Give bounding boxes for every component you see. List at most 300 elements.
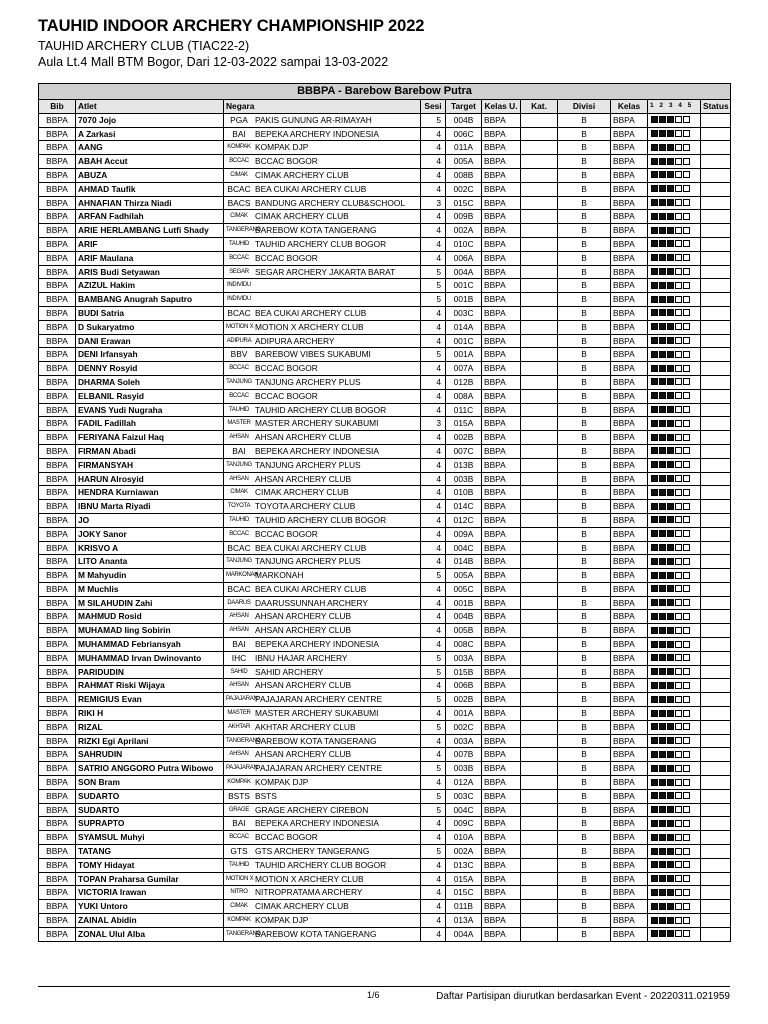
cell-kelas-u: BBPA [482,141,521,155]
cell-sesi: 4 [421,141,446,155]
cell-kelas-u: BBPA [482,389,521,403]
cell-day-boxes [648,541,701,555]
cell-kelas-u: BBPA [482,320,521,334]
cell-kelas-u: BBPA [482,900,521,914]
table-row [39,707,731,721]
day-box-filled [667,475,674,482]
cell-atlet: AHMAD Taufik [76,182,224,196]
cell-day-boxes [648,362,701,376]
day-box-filled [651,834,658,841]
day-box-empty [683,254,690,261]
club-code: MOTION X [226,875,254,882]
cell-atlet: MUHAMMAD Irvan Dwinovanto [76,651,224,665]
cell-kelas-u: BBPA [482,265,521,279]
cell-sesi: 4 [421,251,446,265]
cell-kelas: BBPA [611,679,648,693]
day-box-filled [651,144,658,151]
day-box-filled [651,296,658,303]
day-box-filled [667,213,674,220]
cell-divisi: B [558,417,611,431]
club-name: TAUHID ARCHERY CLUB BOGOR [255,859,387,870]
cell-divisi: B [558,210,611,224]
cell-bib: BBPA [39,293,76,307]
day-box-empty [675,765,682,772]
cell-day-boxes [648,155,701,169]
cell-day-boxes [648,113,701,127]
club-name: BEA CUKAI ARCHERY CLUB [255,183,367,194]
day-box-filled [659,240,666,247]
cell-target: 003A [446,734,482,748]
cell-atlet: DHARMA Soleh [76,375,224,389]
table-row [39,872,731,886]
cell-sesi: 4 [421,375,446,389]
day-box-filled [667,392,674,399]
cell-kelas-u: BBPA [482,693,521,707]
club-name: NITROPRATAMA ARCHERY [255,887,363,898]
club-code: CIMAK [230,171,248,178]
cell-divisi: B [558,306,611,320]
cell-kelas: BBPA [611,914,648,928]
cell-kat [521,265,558,279]
day-box-filled [651,737,658,744]
cell-negara [224,789,421,803]
cell-status [701,527,731,541]
day-box-filled [651,820,658,827]
club-code: NITRO [230,889,248,896]
cell-kelas-u: BBPA [482,417,521,431]
cell-status [701,127,731,141]
day-box-filled [667,641,674,648]
day-box-filled [659,489,666,496]
cell-bib: BBPA [39,500,76,514]
club-code: TANJUNG [226,558,252,565]
cell-status [701,665,731,679]
cell-negara [224,196,421,210]
participant-rows [39,113,731,941]
cell-sesi: 4 [421,748,446,762]
day-box-filled [667,779,674,786]
day-box-filled [659,710,666,717]
day-box-filled [659,503,666,510]
cell-kelas-u: BBPA [482,472,521,486]
table-row [39,500,731,514]
day-box-filled [659,434,666,441]
day-box-filled [659,682,666,689]
day-box-filled [651,806,658,813]
cell-negara [224,900,421,914]
club-name: MARKONAH [255,570,304,581]
cell-target: 002C [446,182,482,196]
cell-sesi: 5 [421,845,446,859]
cell-target: 004B [446,113,482,127]
cell-day-boxes [648,596,701,610]
club-code: TANJUNG [226,378,252,385]
club-code: TAUHID [228,516,250,523]
day-box-empty [683,185,690,192]
cell-divisi: B [558,665,611,679]
cell-kat [521,210,558,224]
day-box-empty [683,116,690,123]
club-code: BBV [230,349,248,360]
cell-negara [224,927,421,941]
club-code: TANGERANG [226,227,261,234]
cell-kat [521,444,558,458]
table-row [39,596,731,610]
cell-atlet: HARUN Alrosyid [76,472,224,486]
day-box-filled [667,489,674,496]
day-box-filled [667,406,674,413]
cell-divisi: B [558,513,611,527]
cell-negara [224,334,421,348]
day-box-empty [683,820,690,827]
day-box-empty [675,378,682,385]
day-box-filled [667,627,674,634]
cell-bib: BBPA [39,155,76,169]
cell-kat [521,279,558,293]
cell-target: 001A [446,348,482,362]
club-code: TANJUNG [226,461,252,468]
cell-status [701,610,731,624]
cell-bib: BBPA [39,914,76,928]
day-box-empty [675,544,682,551]
cell-kelas: BBPA [611,651,648,665]
cell-atlet: 7070 Jojo [76,113,224,127]
cell-sesi: 4 [421,127,446,141]
club-code: SAHID [230,668,248,675]
day-box-empty [683,489,690,496]
cell-status [701,113,731,127]
day-box-empty [675,461,682,468]
cell-status [701,293,731,307]
cell-sesi: 5 [421,651,446,665]
club-code: AKHTAR [227,723,251,730]
table-row [39,513,731,527]
club-name: BANDUNG ARCHERY CLUB&SCHOOL [255,197,406,208]
cell-bib: BBPA [39,320,76,334]
table-row [39,168,731,182]
cell-day-boxes [648,734,701,748]
table-row [39,458,731,472]
cell-kelas: BBPA [611,707,648,721]
day-box-filled [667,696,674,703]
day-box-empty [683,627,690,634]
cell-divisi: B [558,196,611,210]
cell-day-boxes [648,210,701,224]
day-box-empty [683,461,690,468]
cell-status [701,679,731,693]
cell-kelas-u: BBPA [482,334,521,348]
cell-kelas: BBPA [611,762,648,776]
table-row [39,679,731,693]
cell-sesi: 4 [421,403,446,417]
cell-kelas: BBPA [611,513,648,527]
cell-target: 013B [446,458,482,472]
cell-kat [521,513,558,527]
cell-day-boxes [648,320,701,334]
day-box-empty [675,779,682,786]
cell-atlet: EVANS Yudi Nugraha [76,403,224,417]
cell-kat [521,500,558,514]
day-box-filled [667,240,674,247]
cell-day-boxes [648,762,701,776]
day-box-filled [651,585,658,592]
cell-kelas: BBPA [611,458,648,472]
cell-atlet: IBNU Marta Riyadi [76,500,224,514]
day-box-empty [675,516,682,523]
day-box-filled [659,309,666,316]
table-row [39,927,731,941]
cell-target: 015C [446,886,482,900]
table-row [39,293,731,307]
cell-status [701,320,731,334]
cell-negara [224,693,421,707]
cell-status [701,279,731,293]
club-name: MASTER ARCHERY SUKABUMI [255,418,379,429]
cell-kat [521,582,558,596]
day-box-filled [651,309,658,316]
cell-kelas-u: BBPA [482,127,521,141]
cell-divisi: B [558,265,611,279]
day-box-empty [683,889,690,896]
club-name: PAJAJARAN ARCHERY CENTRE [255,694,383,705]
cell-atlet: SUDARTO [76,789,224,803]
club-code: CIMAK [230,489,248,496]
cell-target: 010B [446,486,482,500]
cell-status [701,306,731,320]
cell-day-boxes [648,665,701,679]
cell-atlet: YUKI Untoro [76,900,224,914]
cell-sesi: 4 [421,734,446,748]
cell-kelas: BBPA [611,348,648,362]
day-box-filled [659,737,666,744]
cell-bib: BBPA [39,265,76,279]
cell-bib: BBPA [39,513,76,527]
club-code: CIMAK [230,213,248,220]
day-box-empty [683,530,690,537]
cell-atlet: SON Bram [76,776,224,790]
cell-sesi: 4 [421,914,446,928]
cell-kelas-u: BBPA [482,431,521,445]
cell-negara [224,776,421,790]
day-box-empty [683,475,690,482]
col-kelas: Kelas [611,100,648,114]
day-box-filled [667,144,674,151]
cell-kelas: BBPA [611,486,648,500]
cell-kat [521,541,558,555]
day-box-empty [675,171,682,178]
day-box-filled [659,227,666,234]
cell-status [701,472,731,486]
cell-bib: BBPA [39,527,76,541]
cell-negara [224,293,421,307]
cell-negara [224,651,421,665]
cell-sesi: 4 [421,237,446,251]
cell-kat [521,845,558,859]
table-row [39,582,731,596]
cell-divisi: B [558,776,611,790]
cell-target: 009B [446,210,482,224]
cell-kat [521,693,558,707]
day-box-empty [675,158,682,165]
cell-kelas: BBPA [611,210,648,224]
day-box-empty [683,199,690,206]
cell-divisi: B [558,762,611,776]
day-box-empty [683,213,690,220]
day-box-filled [659,751,666,758]
cell-status [701,845,731,859]
cell-kat [521,679,558,693]
club-name: GTS ARCHERY TANGERANG [255,846,370,857]
cell-target: 004A [446,927,482,941]
day-box-filled [651,710,658,717]
club-code: PGA [230,114,248,125]
cell-kelas: BBPA [611,596,648,610]
cell-kat [521,362,558,376]
cell-kelas-u: BBPA [482,210,521,224]
cell-kelas: BBPA [611,168,648,182]
club-name: BEA CUKAI ARCHERY CLUB [255,542,367,553]
cell-day-boxes [648,458,701,472]
cell-atlet: ELBANIL Rasyid [76,389,224,403]
day-box-empty [675,489,682,496]
cell-day-boxes [648,127,701,141]
cell-kelas-u: BBPA [482,927,521,941]
table-row [39,720,731,734]
table-row [39,320,731,334]
day-box-filled [667,654,674,661]
cell-divisi: B [558,182,611,196]
cell-atlet: KRISVO A [76,541,224,555]
cell-status [701,224,731,238]
club-name: TANJUNG ARCHERY PLUS [255,556,361,567]
day-box-filled [651,613,658,620]
cell-target: 008B [446,168,482,182]
column-header-row [39,100,731,114]
day-box-empty [675,365,682,372]
cell-status [701,141,731,155]
day-box-filled [651,682,658,689]
cell-target: 003A [446,651,482,665]
day-box-filled [667,420,674,427]
day-box-filled [659,654,666,661]
cell-kelas-u: BBPA [482,886,521,900]
cell-kat [521,914,558,928]
cell-atlet: SATRIO ANGGORO Putra Wibowo [76,762,224,776]
club-name: BEPEKA ARCHERY INDONESIA [255,445,379,456]
day-box-empty [683,365,690,372]
cell-kat [521,237,558,251]
cell-day-boxes [648,858,701,872]
cell-negara [224,527,421,541]
day-box-filled [651,406,658,413]
club-code: INDIVIDU [227,296,251,303]
club-name: BSTS [255,790,277,801]
day-box-empty [683,848,690,855]
club-name: BEA CUKAI ARCHERY CLUB [255,307,367,318]
cell-status [701,776,731,790]
cell-target: 012A [446,776,482,790]
cell-atlet: TOMY Hidayat [76,858,224,872]
cell-kelas: BBPA [611,831,648,845]
day-box-empty [675,585,682,592]
club-name: CIMAK ARCHERY CLUB [255,901,349,912]
col-sesi: Sesi [421,100,446,114]
day-box-empty [675,668,682,675]
cell-atlet: ZAINAL Abidin [76,914,224,928]
day-box-filled [667,461,674,468]
cell-target: 007C [446,444,482,458]
club-name [252,294,255,304]
table-row [39,914,731,928]
cell-negara [224,831,421,845]
cell-sesi: 4 [421,679,446,693]
club-name: BAREBOW VIBES SUKABUMI [255,349,371,360]
club-code: BAI [232,445,246,456]
day-box-empty [683,599,690,606]
cell-target: 011A [446,141,482,155]
cell-day-boxes [648,251,701,265]
day-box-empty [683,130,690,137]
cell-kat [521,403,558,417]
cell-kat [521,417,558,431]
club-code: KOMPAK [227,144,251,151]
table-row [39,127,731,141]
cell-status [701,500,731,514]
cell-status [701,582,731,596]
cell-negara [224,707,421,721]
day-box-empty [683,544,690,551]
day-box-filled [667,516,674,523]
cell-day-boxes [648,265,701,279]
day-box-filled [651,723,658,730]
day-box-filled [659,530,666,537]
cell-sesi: 4 [421,444,446,458]
cell-sesi: 4 [421,541,446,555]
cell-sesi: 4 [421,596,446,610]
cell-kat [521,789,558,803]
day-box-empty [683,779,690,786]
cell-sesi: 4 [421,389,446,403]
cell-kat [521,431,558,445]
col-divisi: Divisi [558,100,611,114]
cell-kelas-u: BBPA [482,914,521,928]
cell-negara [224,872,421,886]
table-row [39,624,731,638]
day-box-empty [683,447,690,454]
day-box-empty [683,434,690,441]
club-name [252,280,255,290]
cell-negara [224,472,421,486]
club-name: MASTER ARCHERY SUKABUMI [255,708,379,719]
club-name: TAUHID ARCHERY CLUB BOGOR [255,514,387,525]
club-code: BCCAC [229,530,249,537]
club-code: AHSAN [229,627,249,634]
club-code: BCCAC [229,365,249,372]
day-box-empty [675,199,682,206]
table-row [39,306,731,320]
day-box-filled [651,572,658,579]
cell-status [701,265,731,279]
cell-negara [224,762,421,776]
cell-kelas-u: BBPA [482,762,521,776]
col-kelas-u: Kelas U. [482,100,521,114]
day-box-filled [659,447,666,454]
day-box-filled [651,378,658,385]
cell-status [701,789,731,803]
day-box-empty [683,337,690,344]
cell-kelas-u: BBPA [482,776,521,790]
cell-sesi: 4 [421,458,446,472]
